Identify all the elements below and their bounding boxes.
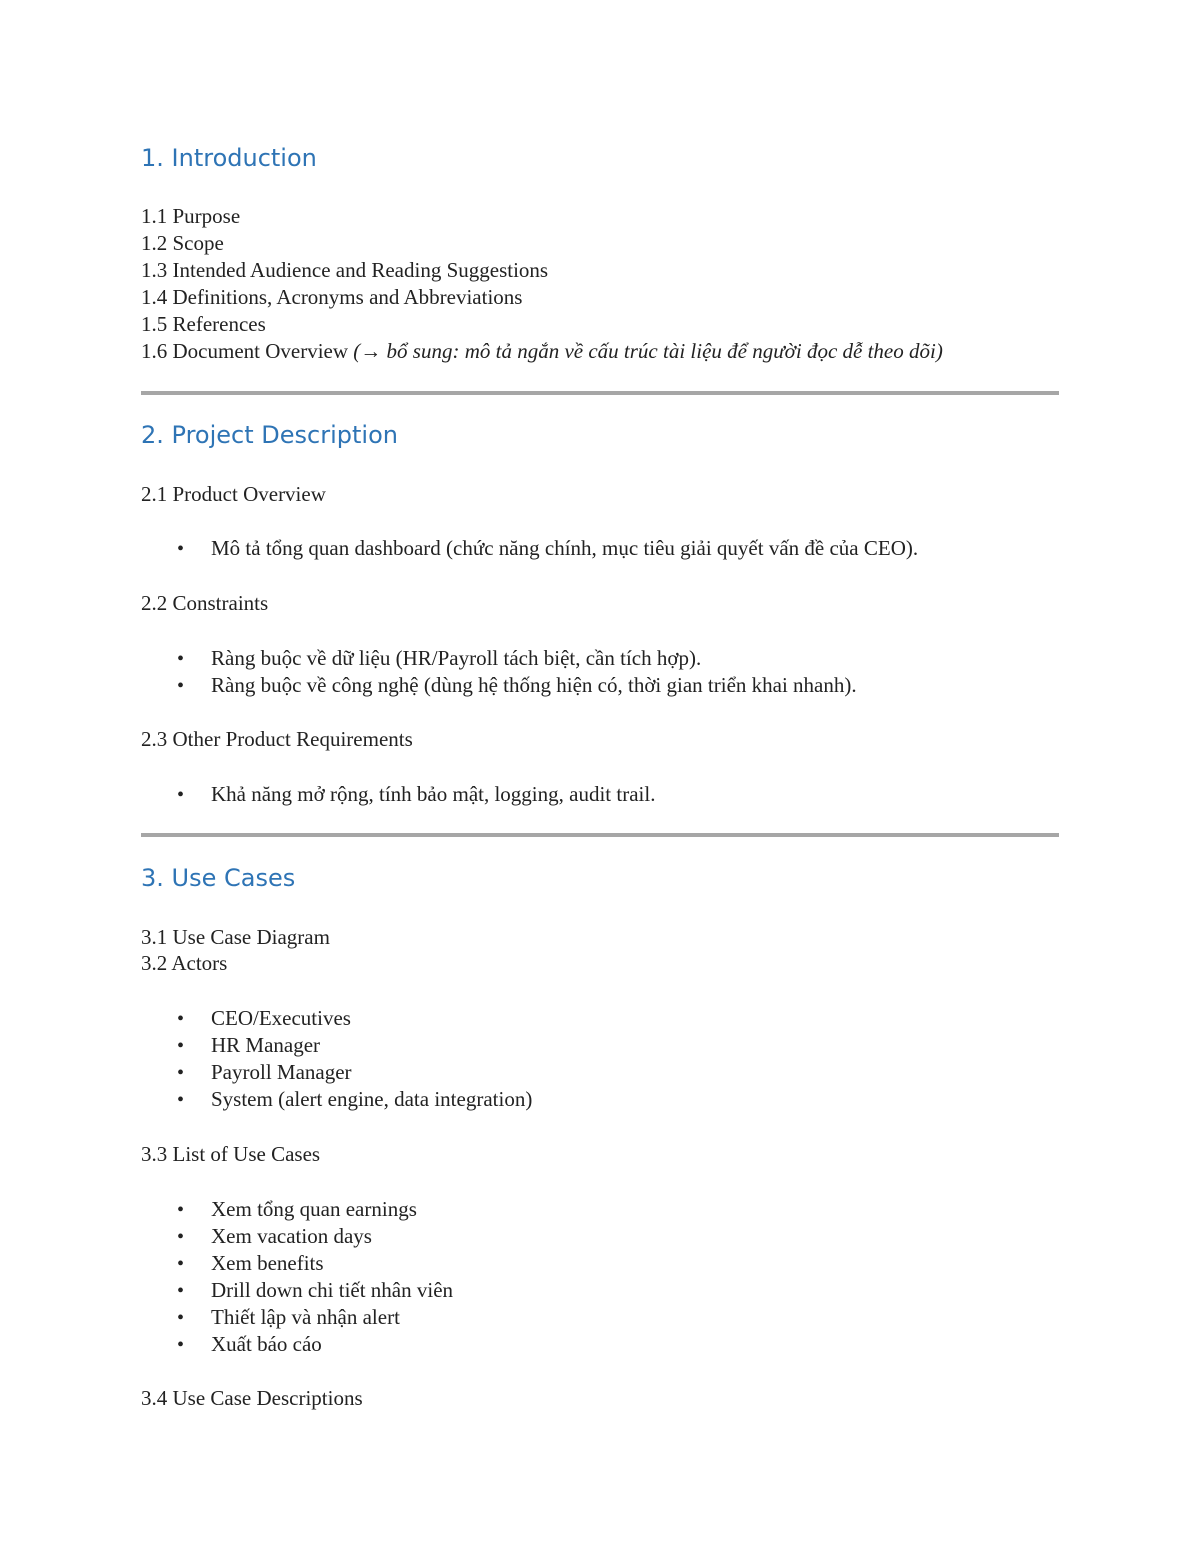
list-item-text: Xem tổng quan earnings [211,1197,417,1221]
bullet-icon: • [177,1199,185,1221]
bullet-icon: • [177,1280,185,1302]
toc-item-audience: 1.3 Intended Audience and Reading Suggestions [141,258,549,282]
section-1-heading: 1. Introduction [141,144,317,172]
subsection-use-case-diagram: 3.1 Use Case Diagram [141,925,330,949]
list-item [177,1032,320,1060]
document-overview-label: 1.6 Document Overview [141,339,349,363]
list-item [177,781,655,809]
list-item-text: Khả năng mở rộng, tính bảo mật, logging, audit trail. [211,782,656,806]
list-item-text: HR Manager [211,1033,321,1057]
toc-item-scope: 1.2 Scope [141,231,224,255]
list-item [177,1059,352,1087]
list-item [177,1196,417,1224]
list-item [177,672,857,700]
subsection-constraints: 2.2 Constraints [141,591,269,615]
list-item-text: CEO/Executives [211,1006,351,1030]
list-item [177,1086,532,1114]
bullet-icon: • [177,1035,185,1057]
list-item-text: System (alert engine, data integration) [211,1087,533,1111]
bullet-icon: • [177,1062,185,1084]
list-item [177,1223,372,1251]
toc-item-purpose: 1.1 Purpose [141,204,241,228]
list-item-text: Xuất báo cáo [211,1332,322,1356]
list-item [177,1331,322,1359]
list-item [177,1277,453,1305]
document-overview-note: (→ bổ sung: mô tả ngắn về cấu trúc tài liệu để người đọc dễ theo dõi) [353,339,943,363]
list-item-text: Thiết lập và nhận alert [211,1305,400,1329]
list-item [177,1250,324,1278]
section-2-heading: 2. Project Description [141,421,398,449]
bullet-icon: • [177,1334,185,1356]
toc-item-references: 1.5 References [141,312,266,336]
bullet-icon: • [177,1008,185,1030]
subsection-actors: 3.2 Actors [141,951,228,975]
list-item-text: Ràng buộc về dữ liệu (HR/Payroll tách biệt, cần tích hợp). [211,646,702,670]
bullet-icon: • [177,1089,185,1111]
subsection-other-requirements: 2.3 Other Product Requirements [141,727,413,751]
toc-item-document-overview [141,338,943,365]
subsection-list-of-use-cases: 3.3 List of Use Cases [141,1142,321,1166]
list-item [177,535,918,563]
bullet-icon: • [177,675,185,697]
bullet-icon: • [177,1226,185,1248]
section-divider [141,391,1059,395]
list-item-text: Xem vacation days [211,1224,372,1248]
bullet-icon: • [177,784,185,806]
subsection-product-overview: 2.1 Product Overview [141,482,326,506]
section-3-heading: 3. Use Cases [141,864,296,892]
bullet-icon: • [177,538,185,560]
bullet-icon: • [177,648,185,670]
list-item [177,1005,351,1033]
list-item [177,645,701,673]
list-item-text: Drill down chi tiết nhân viên [211,1278,454,1302]
toc-item-definitions: 1.4 Definitions, Acronyms and Abbreviations [141,285,523,309]
bullet-icon: • [177,1307,185,1329]
list-item-text: Xem benefits [211,1251,324,1275]
section-divider [141,833,1059,837]
list-item-text: Mô tả tổng quan dashboard (chức năng chính, mục tiêu giải quyết vấn đề của CEO). [211,536,919,560]
subsection-use-case-descriptions: 3.4 Use Case Descriptions [141,1386,363,1410]
list-item-text: Ràng buộc về công nghệ (dùng hệ thống hiện có, thời gian triển khai nhanh). [211,673,857,697]
list-item-text: Payroll Manager [211,1060,352,1084]
list-item [177,1304,400,1332]
bullet-icon: • [177,1253,185,1275]
